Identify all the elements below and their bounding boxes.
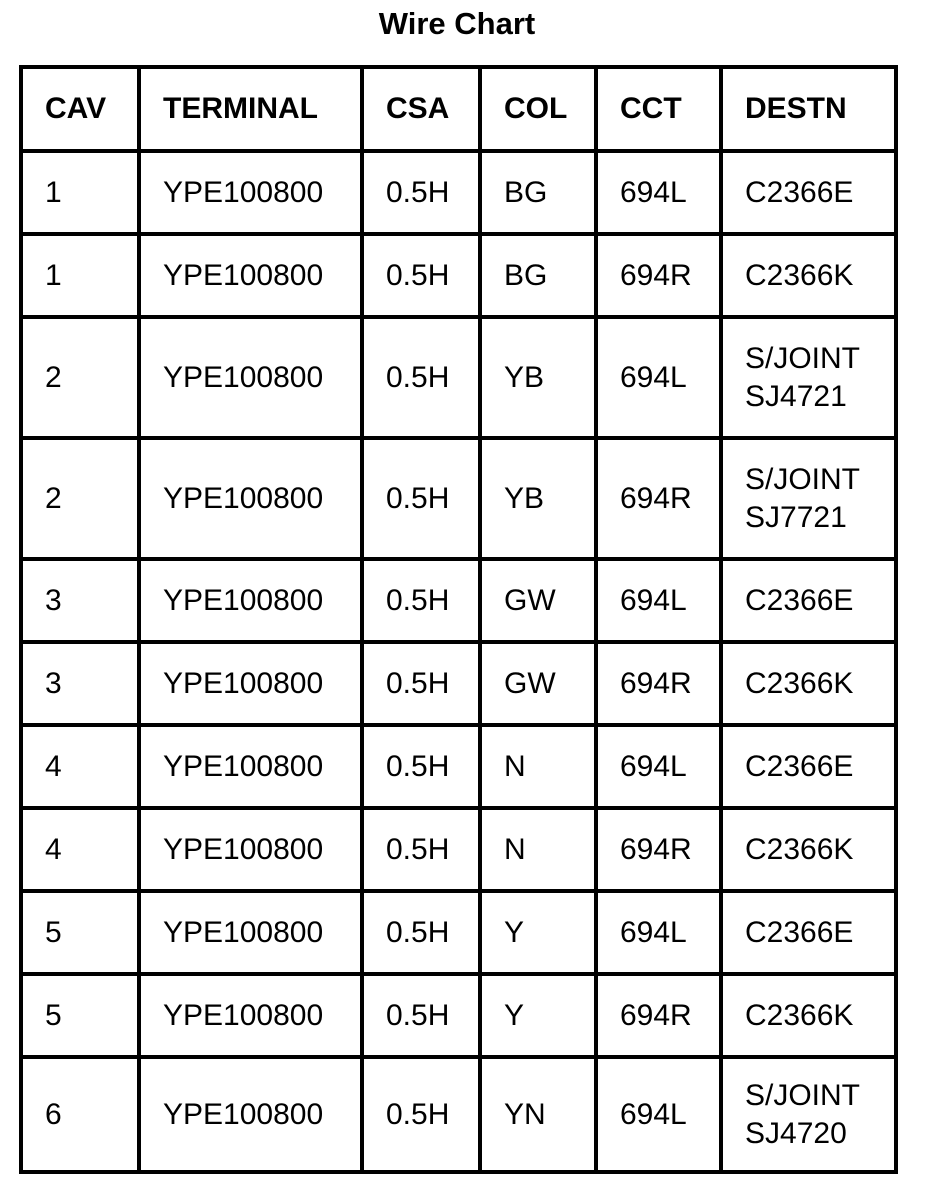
destn-cell: [721, 725, 896, 808]
destn-line: C2366E: [745, 915, 854, 949]
table-row: [21, 891, 896, 974]
col-cell: GW: [480, 559, 596, 642]
destn-line: SJ4720: [745, 1116, 847, 1150]
destn-cell: [721, 438, 896, 559]
csa-cell: 0.5H: [362, 891, 480, 974]
cav-cell: 5: [21, 974, 139, 1057]
header-destn: DESTN: [721, 67, 896, 151]
col-cell: BG: [480, 234, 596, 317]
cav-cell: 6: [21, 1057, 139, 1172]
terminal-cell: YPE100800: [139, 1057, 362, 1172]
wire-chart-table: [19, 65, 898, 1174]
table-row: [21, 808, 896, 891]
terminal-cell: YPE100800: [139, 725, 362, 808]
cav-cell: 1: [21, 151, 139, 234]
destn-cell: [721, 1057, 896, 1172]
col-cell: N: [480, 808, 596, 891]
cct-cell: 694R: [596, 234, 721, 317]
destn-line: C2366K: [745, 258, 854, 292]
cct-cell: 694R: [596, 808, 721, 891]
terminal-cell: YPE100800: [139, 234, 362, 317]
csa-cell: 0.5H: [362, 317, 480, 438]
destn-cell: [721, 559, 896, 642]
csa-cell: 0.5H: [362, 808, 480, 891]
destn-line: C2366K: [745, 666, 854, 700]
terminal-cell: YPE100800: [139, 151, 362, 234]
destn-line: C2366E: [745, 583, 854, 617]
table-row: [21, 1057, 896, 1172]
table-row: [21, 438, 896, 559]
col-cell: YB: [480, 317, 596, 438]
header-col: COL: [480, 67, 596, 151]
cav-cell: 4: [21, 808, 139, 891]
terminal-cell: YPE100800: [139, 891, 362, 974]
terminal-cell: YPE100800: [139, 642, 362, 725]
destn-line: C2366K: [745, 998, 854, 1032]
csa-cell: 0.5H: [362, 559, 480, 642]
table-row: [21, 642, 896, 725]
table-row: [21, 151, 896, 234]
destn-line: C2366K: [745, 832, 854, 866]
destn-cell: [721, 151, 896, 234]
cav-cell: 4: [21, 725, 139, 808]
destn-line: S/JOINT: [745, 341, 861, 375]
terminal-cell: YPE100800: [139, 559, 362, 642]
csa-cell: 0.5H: [362, 974, 480, 1057]
cct-cell: 694L: [596, 559, 721, 642]
destn-cell: [721, 891, 896, 974]
terminal-cell: YPE100800: [139, 974, 362, 1057]
page-title: Wire Chart: [378, 6, 536, 41]
col-cell: N: [480, 725, 596, 808]
destn-cell: [721, 234, 896, 317]
csa-cell: 0.5H: [362, 642, 480, 725]
cav-cell: 3: [21, 642, 139, 725]
destn-line: SJ7721: [745, 500, 847, 534]
cct-cell: 694R: [596, 974, 721, 1057]
table-row: [21, 559, 896, 642]
table-row: [21, 974, 896, 1057]
cav-cell: 5: [21, 891, 139, 974]
cav-cell: 3: [21, 559, 139, 642]
cct-cell: 694L: [596, 151, 721, 234]
header-cav: CAV: [21, 67, 139, 151]
destn-line: S/JOINT: [745, 1078, 861, 1112]
header-cct: CCT: [596, 67, 721, 151]
csa-cell: 0.5H: [362, 1057, 480, 1172]
col-cell: BG: [480, 151, 596, 234]
table-row: [21, 234, 896, 317]
cct-cell: 694L: [596, 725, 721, 808]
table-row: [21, 725, 896, 808]
destn-line: S/JOINT: [745, 462, 861, 496]
csa-cell: 0.5H: [362, 438, 480, 559]
header-terminal: TERMINAL: [139, 67, 362, 151]
terminal-cell: YPE100800: [139, 438, 362, 559]
csa-cell: 0.5H: [362, 725, 480, 808]
cav-cell: 1: [21, 234, 139, 317]
col-cell: Y: [480, 974, 596, 1057]
col-cell: GW: [480, 642, 596, 725]
cct-cell: 694R: [596, 642, 721, 725]
terminal-cell: YPE100800: [139, 808, 362, 891]
header-csa: CSA: [362, 67, 480, 151]
cav-cell: 2: [21, 317, 139, 438]
destn-cell: [721, 642, 896, 725]
destn-line: SJ4721: [745, 379, 847, 413]
col-cell: YN: [480, 1057, 596, 1172]
destn-cell: [721, 317, 896, 438]
destn-cell: [721, 974, 896, 1057]
header-row: [21, 67, 896, 151]
csa-cell: 0.5H: [362, 151, 480, 234]
cav-cell: 2: [21, 438, 139, 559]
cct-cell: 694R: [596, 438, 721, 559]
csa-cell: 0.5H: [362, 234, 480, 317]
col-cell: Y: [480, 891, 596, 974]
cct-cell: 694L: [596, 1057, 721, 1172]
col-cell: YB: [480, 438, 596, 559]
cct-cell: 694L: [596, 317, 721, 438]
destn-line: C2366E: [745, 749, 854, 783]
cct-cell: 694L: [596, 891, 721, 974]
table-row: [21, 317, 896, 438]
terminal-cell: YPE100800: [139, 317, 362, 438]
destn-cell: [721, 808, 896, 891]
destn-line: C2366E: [745, 175, 854, 209]
